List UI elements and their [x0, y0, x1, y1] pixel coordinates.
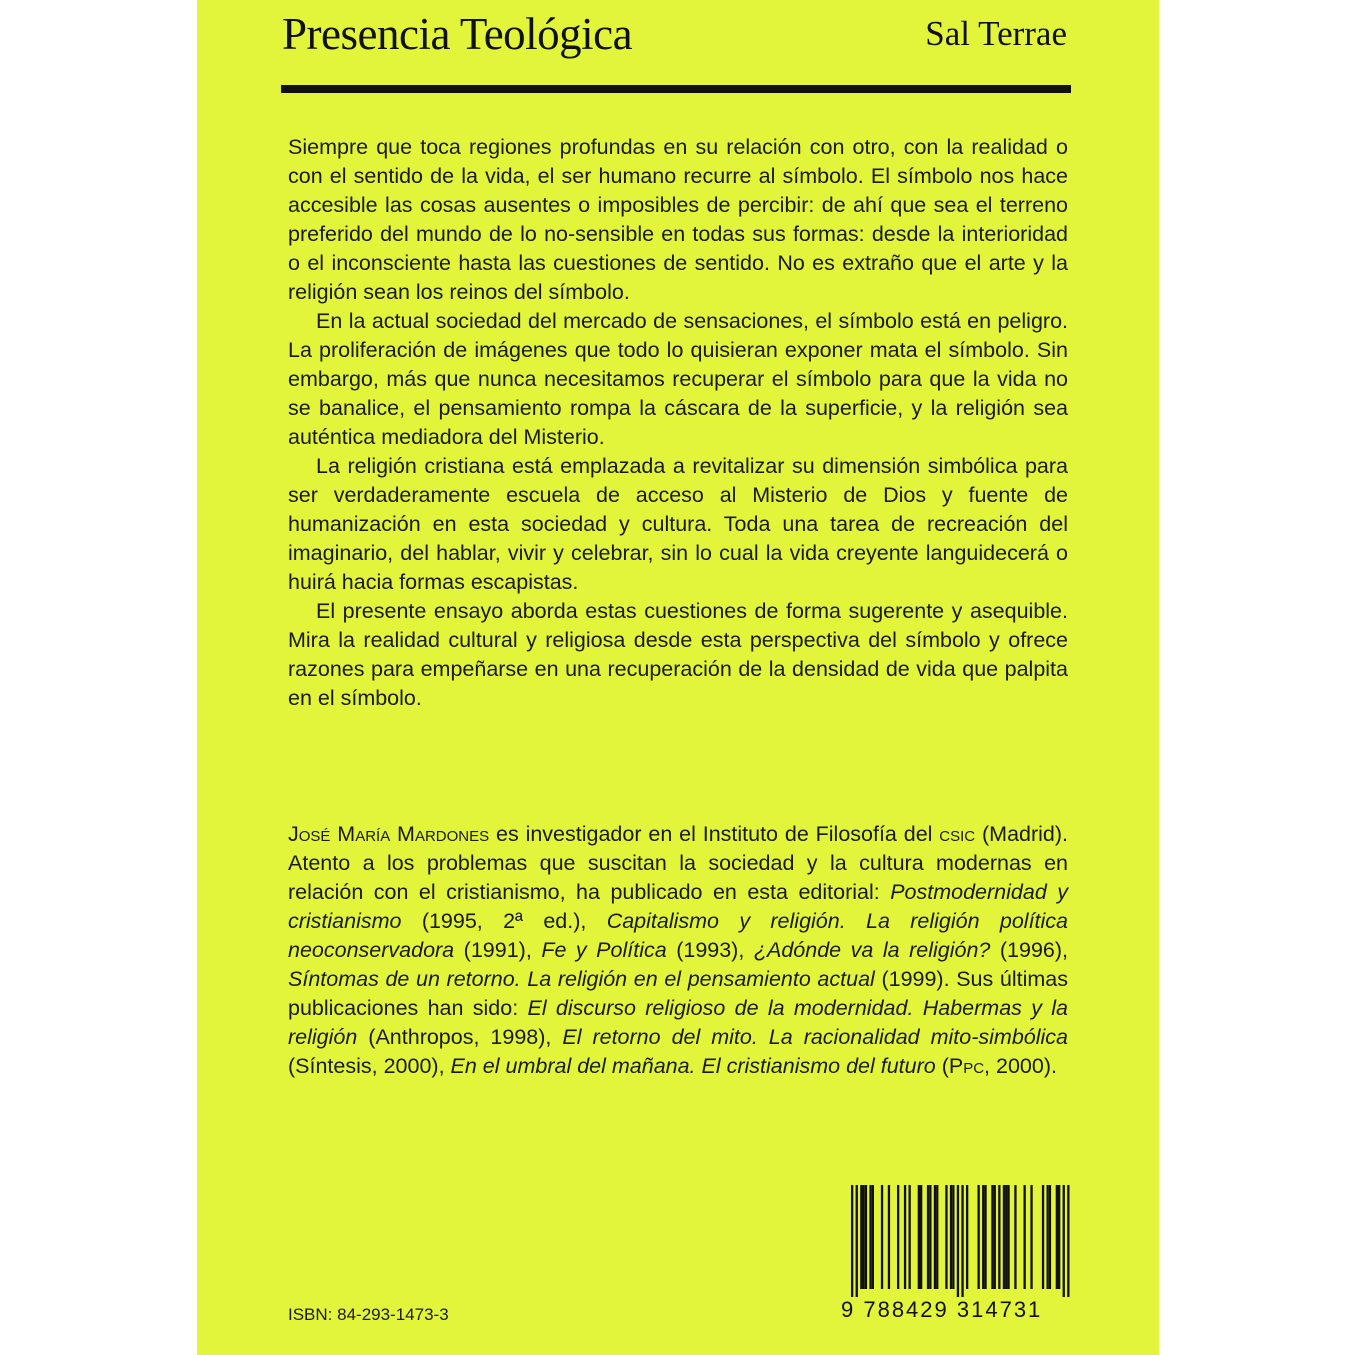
- isbn-label: ISBN: 84-293-1473-3: [288, 1305, 449, 1324]
- author-bio-paragraph: [288, 820, 1068, 1081]
- barcode-bar: [1003, 1185, 1005, 1289]
- barcode-bar: [1049, 1185, 1051, 1289]
- barcode-bar: [961, 1185, 963, 1297]
- author-name: José María Mardones: [288, 822, 490, 846]
- book-title: Síntomas de un retorno. La religión en el pensamiento actual: [288, 967, 875, 991]
- barcode-bar: [978, 1185, 980, 1289]
- bio-text: (1993),: [666, 938, 754, 962]
- blurb-paragraph-4: El presente ensayo aborda estas cuestiones de forma sugerente y asequible. Mira la realidad cultural y religiosa desde esta perspectiva del símbolo y ofrece razones para empeñarse en una recuperación de la densidad de vida que palpita en el símbolo.: [288, 599, 1068, 710]
- barcode-bar: [918, 1185, 920, 1289]
- barcode-bar: [1063, 1185, 1065, 1297]
- barcode-bar: [1014, 1185, 1016, 1289]
- book-title: Postmodernidad y cristianismo: [288, 880, 1068, 933]
- bio-text: (1995, 2ª ed.),: [401, 909, 607, 933]
- barcode-bar: [920, 1185, 922, 1289]
- book-title: En el umbral del mañana. El cristianismo del futuro: [450, 1054, 936, 1078]
- barcode-bar: [1030, 1185, 1032, 1289]
- series-title: Presencia Teológica: [282, 9, 633, 59]
- barcode-bar: [994, 1185, 996, 1289]
- barcode-bar: [909, 1185, 911, 1289]
- barcode-bar: [957, 1185, 959, 1297]
- bio-text: (1991),: [454, 938, 542, 962]
- org-name: csic: [939, 822, 976, 846]
- barcode-bar: [1005, 1185, 1007, 1289]
- barcode-bar: [1058, 1185, 1060, 1289]
- barcode-bar: [881, 1185, 883, 1289]
- barcode-bar: [998, 1185, 1000, 1289]
- barcode-bar: [897, 1185, 899, 1289]
- barcode-bar: [934, 1185, 936, 1289]
- barcode-bar: [1024, 1185, 1026, 1289]
- bio-text: , 2000).: [984, 1054, 1057, 1078]
- book-title: El retorno del mito. La racionalidad mito-simbólica: [562, 1025, 1068, 1049]
- barcode-bar: [1007, 1185, 1009, 1289]
- barcode-bar: [851, 1185, 853, 1297]
- header-rule: [281, 85, 1071, 93]
- barcode-bar: [865, 1185, 867, 1289]
- barcode-bar: [860, 1185, 862, 1289]
- barcode-bars: [841, 1185, 1079, 1297]
- bio-text: (1999). Sus últimas publicaciones han sido:: [288, 967, 1068, 1020]
- barcode-bar: [856, 1185, 858, 1297]
- barcode-bar: [929, 1185, 931, 1289]
- book-back-cover: [197, 0, 1159, 1355]
- barcode-bar: [1042, 1185, 1044, 1289]
- bio-text: (: [935, 1054, 949, 1078]
- bio-text: (1996),: [990, 938, 1068, 962]
- blurb-paragraph-3: La religión cristiana está emplazada a revitalizar su dimensión simbólica para ser verdaderamente escuela de acceso al Misterio de Dios y fuente de humanización en esta sociedad y cultura. Toda una tarea de recreación del imaginario, del hablar, vivir y celebrar, sin lo cual la vida creyente languidecerá o huirá hacia formas escapistas.: [288, 454, 1068, 594]
- bio-text: (Síntesis, 2000),: [288, 1054, 451, 1078]
- barcode-bar: [1047, 1185, 1049, 1289]
- barcode-bar: [1056, 1185, 1058, 1289]
- book-title: El discurso religioso de la modernidad. Habermas y la religión: [288, 996, 1068, 1049]
- barcode-bar: [991, 1185, 993, 1289]
- blurb-paragraph-1: Siempre que toca regiones profundas en su relación con otro, con la realidad o con el sentido de la vida, el ser humano recurre al símbolo. El símbolo nos hace accesible las cosas ausentes o imposibles de percibir: de ahí que sea el terreno preferido del mundo de lo no-sensible en todas sus formas: desde la interioridad o el inconsciente hasta las cuestiones de sentido. No es extraño que el arte y la religión sean los reinos del símbolo.: [288, 135, 1068, 304]
- barcode: [841, 1185, 1079, 1337]
- barcode-bar: [966, 1185, 968, 1289]
- barcode-bar: [872, 1185, 874, 1289]
- barcode-bar: [936, 1185, 938, 1289]
- author-bio: [288, 820, 1068, 1081]
- barcode-bar: [863, 1185, 865, 1289]
- barcode-digits: 9 788429 314731: [841, 1297, 1043, 1322]
- barcode-bar: [950, 1185, 952, 1289]
- barcode-bar: [982, 1185, 984, 1289]
- barcode-bar: [927, 1185, 929, 1289]
- barcode-bar: [952, 1185, 954, 1289]
- barcode-bar: [945, 1185, 947, 1289]
- bio-text: (Anthropos, 1998),: [357, 1025, 563, 1049]
- bio-text: (Madrid). Atento a los problemas que suscitan la sociedad y la cultura modernas en relación con el cristianismo, ha publicado en esta editorial:: [288, 822, 1069, 904]
- barcode-bar: [984, 1185, 986, 1289]
- book-title: Fe y Política: [541, 938, 667, 962]
- publisher-ppc: Ppc: [948, 1054, 985, 1078]
- book-title: ¿Adónde va la religión?: [753, 938, 991, 962]
- blurb-text: [288, 133, 1068, 713]
- bio-text: es investigador en el Instituto de Filosofía del: [489, 822, 940, 846]
- publisher-name: Sal Terrae: [925, 14, 1067, 53]
- book-title: Capitalismo y religión. La religión política neoconservadora: [288, 909, 1068, 962]
- barcode-bar: [869, 1185, 871, 1289]
- barcode-bar: [888, 1185, 890, 1289]
- barcode-bar: [904, 1185, 906, 1289]
- barcode-bar: [1067, 1185, 1069, 1297]
- blurb-paragraph-2: En la actual sociedad del mercado de sensaciones, el símbolo está en peligro. La proliferación de imágenes que todo lo quisieran exponer mata el símbolo. Sin embargo, más que nunca necesitamos recuperar el símbolo para que la vida no se banalice, el pensamiento rompa la cáscara de la superficie, y la religión sea auténtica mediadora del Misterio.: [288, 309, 1068, 449]
